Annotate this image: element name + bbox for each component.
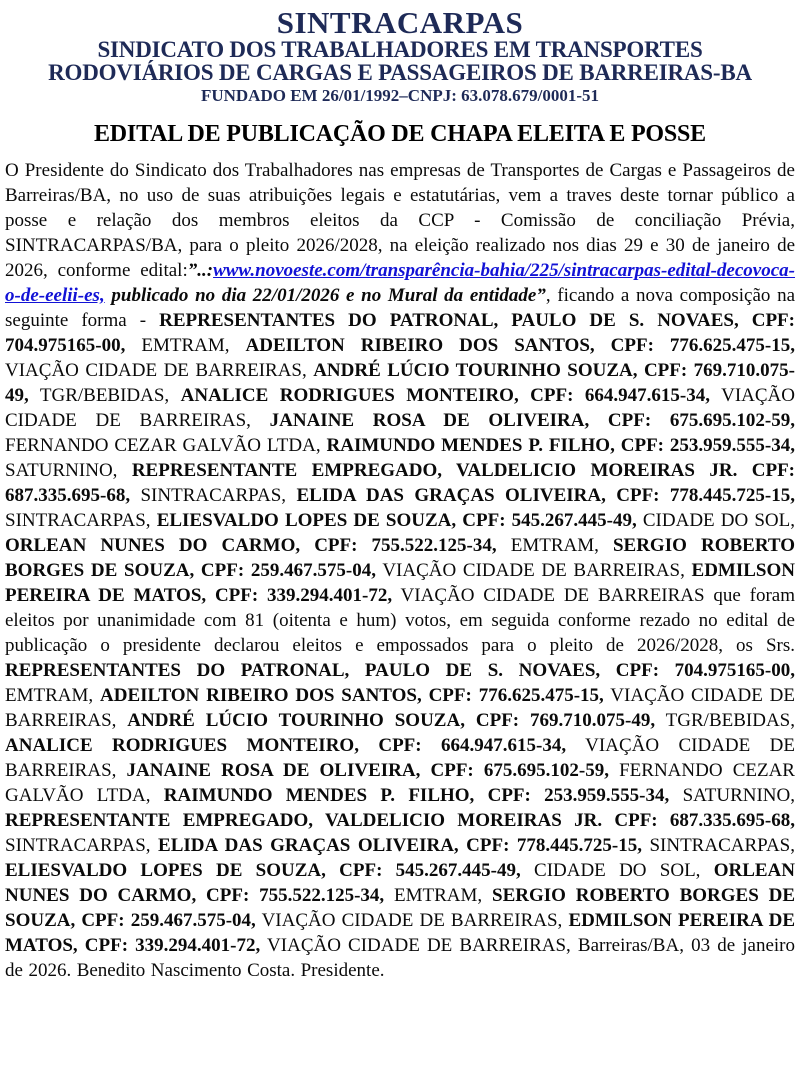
body-text-segment: O Presidente do Sindicato dos Trabalhadores nas empresas de Transportes de Cargas e Passageiros de Barreiras/BA, no uso de suas atribuições legais e estatutárias, vem a traves deste tornar público a posse e relação dos membros eleitos da CCP - Comissão de conciliação Prévia, SINTRACARPAS/BA, para o pleito 2026/2028, na eleição realizado nos dias 29 e 30 de janeiro de 2026, conforme edital:: [5, 160, 795, 281]
body-text-segment: ELIESVALDO LOPES DE SOUZA, CPF: 545.267.445-49,: [156, 510, 637, 531]
body-text-segment: SINTRACARPAS,: [641, 835, 795, 856]
body-text-segment: ELIDA DAS GRAÇAS OLIVEIRA, CPF: 778.445.725-15,: [296, 485, 795, 506]
body-text-segment: REPRESENTANTES DO PATRONAL, PAULO DE S. NOVAES, CPF: 704.975165-00,: [5, 660, 795, 681]
body-text-segment: VIAÇÃO CIDADE DE BARREIRAS, Barreiras/BA, 03 de janeiro de 2026. Benedito Nascimento Costa. Presidente.: [5, 935, 796, 981]
body-text-segment: EMTRAM,: [384, 885, 492, 906]
body-text-segment: JANAINE ROSA DE OLIVEIRA, CPF: 675.695.102-59,: [126, 760, 609, 781]
body-text-segment: TGR/BEBIDAS,: [655, 710, 795, 731]
body-text-segment: ANDRÉ LÚCIO TOURINHO SOUZA, CPF: 769.710.075-49,: [127, 710, 656, 731]
body-text-segment: ANDRÉ LÚCIO TOURINHO SOUZA, CPF: 769.710.075-49,: [5, 360, 796, 406]
body-text-segment: ADEILTON RIBEIRO DOS SANTOS, CPF: 776.625.475-15,: [100, 685, 604, 706]
body-text-segment: ANALICE RODRIGUES MONTEIRO, CPF: 664.947.615-34,: [5, 735, 567, 756]
org-name-line2: RODOVIÁRIOS DE CARGAS E PASSAGEIROS DE BARREIRAS-BA: [48, 60, 752, 85]
body-text-segment: SERGIO ROBERTO BORGES DE SOUZA, CPF: 259.467.575-04,: [5, 535, 795, 581]
body-text-segment: CIDADE DO SOL,: [520, 860, 714, 881]
body-text-segment: REPRESENTANTES DO PATRONAL, PAULO DE S. NOVAES, CPF: 704.975165-00,: [5, 310, 795, 356]
body-text-segment: SATURNINO,: [669, 785, 796, 806]
body-text-segment: ELIESVALDO LOPES DE SOUZA, CPF: 545.267.445-49,: [5, 860, 521, 881]
edital-url-link[interactable]: www.novoeste.com/transparência-bahia/225/sintracarpas-edital-decovoca-o-de-eelii-es,: [5, 260, 795, 306]
body-text-segment: VIAÇÃO CIDADE DE BARREIRAS,: [5, 735, 795, 781]
body-text-segment: EMTRAM,: [125, 335, 246, 356]
body-text-segment: SERGIO ROBERTO BORGES DE SOUZA, CPF: 259.467.575-04,: [5, 885, 795, 931]
body-text-segment: EDMILSON PEREIRA DE MATOS, CPF: 339.294.401-72,: [5, 560, 795, 606]
org-acronym: SINTRACARPAS: [276, 5, 524, 40]
edital-body-paragraph: [5, 158, 795, 983]
body-text-segment: EMTRAM,: [496, 535, 613, 556]
body-text-segment: ORLEAN NUNES DO CARMO, CPF: 755.522.125-34,: [5, 535, 497, 556]
body-text-segment: VIAÇÃO CIDADE DE BARREIRAS,: [5, 360, 314, 381]
body-text-segment: EMTRAM,: [5, 685, 101, 706]
body-text-segment: TGR/BEBIDAS,: [28, 385, 181, 406]
body-text-segment: FERNANDO CEZAR GALVÃO LTDA,: [5, 760, 795, 806]
body-text-segment: ORLEAN NUNES DO CARMO, CPF: 755.522.125-34,: [5, 860, 795, 906]
body-text-segment: ADEILTON RIBEIRO DOS SANTOS, CPF: 776.625.475-15,: [245, 335, 796, 356]
body-text-segment: ”..:: [187, 260, 214, 281]
body-text-segment: SINTRACARPAS,: [130, 485, 297, 506]
document-title: EDITAL DE PUBLICAÇÃO DE CHAPA ELEITA E POSSE: [93, 121, 706, 147]
body-text-segment: ELIDA DAS GRAÇAS OLIVEIRA, CPF: 778.445.725-15,: [158, 835, 642, 856]
body-text-segment: VIAÇÃO CIDADE DE BARREIRAS,: [5, 685, 796, 731]
founded-cnpj-line: FUNDADO EM 26/01/1992–CNPJ: 63.078.679/0001-51: [200, 86, 600, 105]
body-text-segment: CIDADE DO SOL,: [636, 510, 796, 531]
org-name-line1: SINDICATO DOS TRABALHADORES EM TRANSPORTES: [97, 37, 703, 62]
letterhead: [5, 5, 795, 105]
body-text-segment: JANAINE ROSA DE OLIVEIRA, CPF: 675.695.102-59,: [269, 410, 795, 431]
body-text-segment: VIAÇÃO CIDADE DE BARREIRAS que foram eleitos por unanimidade com 81 (oitenta e hum) votos, em seguida conforme rezado no edital de publicação o presidente declarou eleitos e empossados para o pleito de 2026/2028, os Srs.: [5, 585, 795, 656]
body-text-segment: ANALICE RODRIGUES MONTEIRO, CPF: 664.947.615-34,: [180, 385, 710, 406]
body-text-segment: SINTRACARPAS,: [5, 510, 157, 531]
body-text-segment: REPRESENTANTE EMPREGADO, VALDELICIO MOREIRAS JR. CPF: 687.335.695-68,: [5, 460, 795, 506]
body-text-segment: , ficando a nova composição na seguinte forma -: [5, 285, 795, 331]
body-text-segment: VIAÇÃO CIDADE DE BARREIRAS,: [5, 385, 795, 431]
body-text-segment: EDMILSON PEREIRA DE MATOS, CPF: 339.294.401-72,: [5, 910, 795, 956]
body-text-segment: RAIMUNDO MENDES P. FILHO, CPF: 253.959.555-34,: [326, 435, 796, 456]
body-text-segment: SINTRACARPAS,: [5, 835, 159, 856]
body-text-segment: RAIMUNDO MENDES P. FILHO, CPF: 253.959.555-34,: [163, 785, 670, 806]
body-text-segment: REPRESENTANTE EMPREGADO, VALDELICIO MOREIRAS JR. CPF: 687.335.695-68,: [5, 810, 795, 831]
body-text-segment: VIAÇÃO CIDADE DE BARREIRAS,: [255, 910, 569, 931]
body-text-segment: SATURNINO,: [5, 460, 132, 481]
body-text-segment: FERNANDO CEZAR GALVÃO LTDA,: [5, 435, 327, 456]
body-text-segment: publicado no dia 22/01/2026 e no Mural da entidade”: [104, 285, 546, 306]
body-text-segment: VIAÇÃO CIDADE DE BARREIRAS,: [375, 560, 692, 581]
